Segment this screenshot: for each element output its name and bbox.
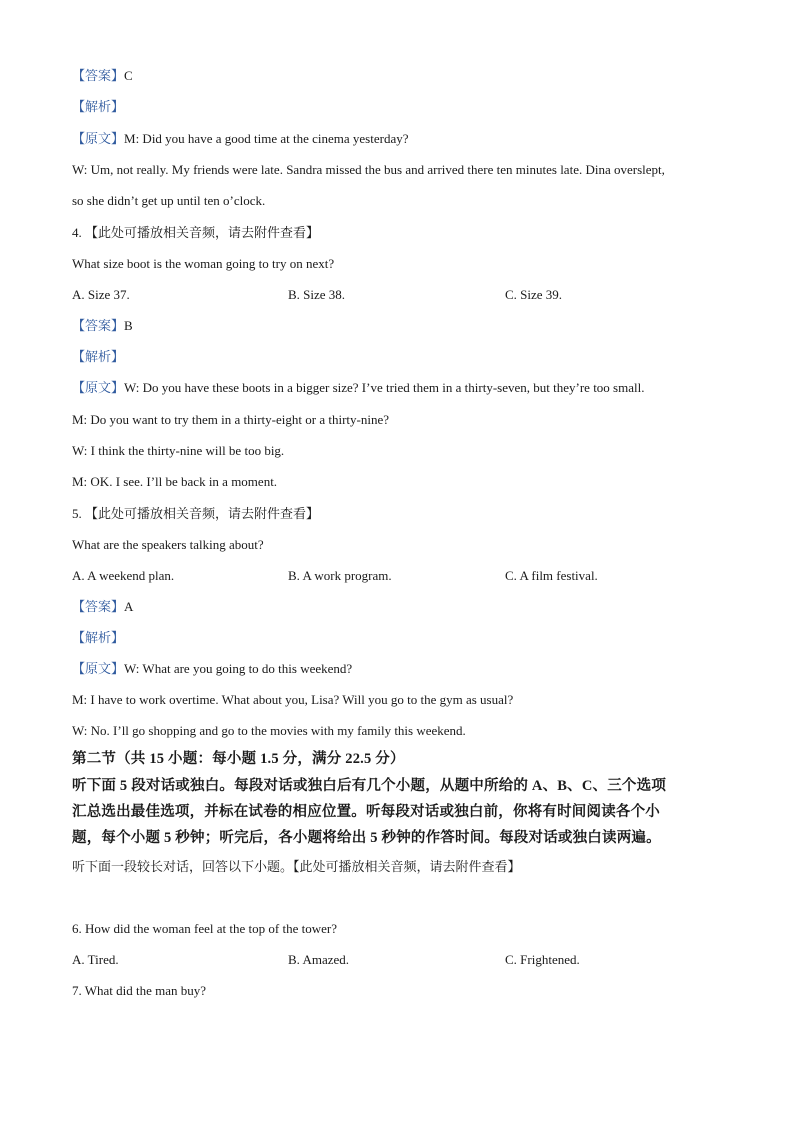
q3-answer-line bbox=[72, 68, 133, 84]
section-instructions-line-3: 题，每个小题 5 秒钟；听完后，各小题将给出 5 秒钟的作答时间。每段对话或独白读两遍。 bbox=[72, 830, 661, 846]
answer-value: C bbox=[124, 68, 133, 83]
transcript-text: W: What are you going to do this weekend? bbox=[124, 661, 353, 676]
listen-instruction: 听下面一段较长对话，回答以下小题。【此处可播放相关音频，请去附件查看】 bbox=[72, 859, 521, 874]
transcript-label: 【原文】 bbox=[72, 380, 125, 395]
q7-question: 7. What did the man buy? bbox=[72, 983, 207, 998]
q5-transcript-line bbox=[72, 661, 352, 677]
q4-option-c: C. Size 39. bbox=[505, 287, 563, 302]
q5-question: What are the speakers talking about? bbox=[72, 537, 264, 552]
q5-transcript-line-3: W: No. I’ll go shopping and go to the movies with my family this weekend. bbox=[72, 723, 466, 738]
q4-option-a: A. Size 37. bbox=[72, 287, 130, 302]
transcript-label: 【原文】 bbox=[72, 131, 125, 146]
q6-option-b: B. Amazed. bbox=[288, 952, 350, 967]
q4-transcript-line-4: M: OK. I see. I’ll be back in a moment. bbox=[72, 474, 278, 489]
q4-transcript-line-2: M: Do you want to try them in a thirty-eight or a thirty-nine? bbox=[72, 412, 389, 427]
answer-value: A bbox=[124, 599, 134, 614]
q5-option-c: C. A film festival. bbox=[505, 568, 598, 583]
transcript-label: 【原文】 bbox=[72, 661, 125, 676]
q4-option-b: B. Size 38. bbox=[288, 287, 346, 302]
q4-answer-line bbox=[72, 318, 133, 334]
answer-label: 【答案】 bbox=[72, 318, 125, 333]
q5-analysis-label: 【解析】 bbox=[72, 630, 125, 645]
q3-analysis-label: 【解析】 bbox=[72, 99, 125, 114]
transcript-text: W: Do you have these boots in a bigger size? I’ve tried them in a thirty-seven, but they’re too small. bbox=[124, 380, 645, 395]
q4-transcript-line bbox=[72, 380, 644, 396]
q6-question: 6. How did the woman feel at the top of the tower? bbox=[72, 921, 337, 936]
section-title: 第二节（共 15 小题：每小题 1.5 分，满分 22.5 分） bbox=[72, 751, 405, 767]
q6-option-c: C. Frightened. bbox=[505, 952, 580, 967]
section-instructions-line-2: 汇总选出最佳选项，并标在试卷的相应位置。听每段对话或独白前，你将有时间阅读各个小 bbox=[72, 804, 660, 820]
section-instructions-line-1: 听下面 5 段对话或独白。每段对话或独白后有几个小题，从题中所给的 A、B、C、三个选项 bbox=[72, 778, 667, 794]
q3-transcript-line-2: W: Um, not really. My friends were late. Sandra missed the bus and arrived there ten minutes late. Dina overslept, bbox=[72, 162, 665, 177]
q5-heading: 5. 【此处可播放相关音频，请去附件查看】 bbox=[72, 506, 320, 521]
q4-analysis-label: 【解析】 bbox=[72, 349, 125, 364]
q5-option-a: A. A weekend plan. bbox=[72, 568, 175, 583]
answer-label: 【答案】 bbox=[72, 599, 125, 614]
q5-transcript-line-2: M: I have to work overtime. What about you, Lisa? Will you go to the gym as usual? bbox=[72, 692, 514, 707]
q5-answer-line bbox=[72, 599, 133, 615]
q3-transcript-line bbox=[72, 131, 408, 147]
q4-transcript-line-3: W: I think the thirty-nine will be too big. bbox=[72, 443, 285, 458]
transcript-text: M: Did you have a good time at the cinema yesterday? bbox=[124, 131, 409, 146]
answer-label: 【答案】 bbox=[72, 68, 125, 83]
answer-value: B bbox=[124, 318, 133, 333]
q5-option-b: B. A work program. bbox=[288, 568, 392, 583]
q3-transcript-line-3: so she didn’t get up until ten o’clock. bbox=[72, 193, 266, 208]
q4-question: What size boot is the woman going to try on next? bbox=[72, 256, 335, 271]
q4-heading: 4. 【此处可播放相关音频，请去附件查看】 bbox=[72, 225, 320, 240]
q6-option-a: A. Tired. bbox=[72, 952, 119, 967]
